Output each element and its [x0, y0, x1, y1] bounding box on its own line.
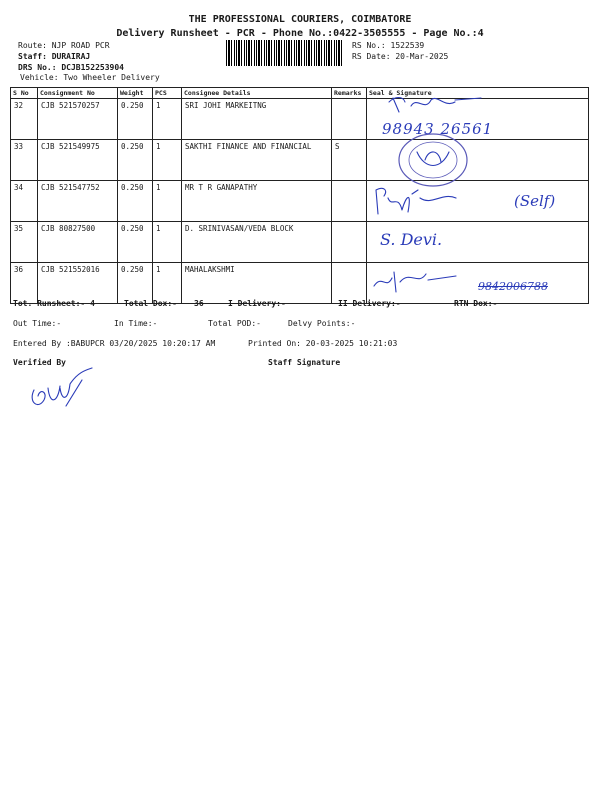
- cell-pcs: 1: [153, 263, 182, 304]
- drs-number: DRS No.: DCJB152253904: [18, 63, 124, 72]
- tot-runsheet: Tot. Runsheet:- 4: [13, 299, 95, 308]
- table-header-row: [11, 88, 589, 99]
- runsheet-table: [10, 87, 589, 304]
- cell-remarks: S: [332, 140, 367, 181]
- i-delivery: I Delivery:-: [228, 299, 286, 308]
- cell-remarks: [332, 222, 367, 263]
- table-row: [11, 99, 589, 140]
- cell-remarks: [332, 181, 367, 222]
- delvy-points: Delvy Points:-: [288, 319, 356, 328]
- runsheet-subtitle: Delivery Runsheet - PCR - Phone No.:0422-3505555 - Page No.:4: [116, 28, 484, 39]
- cell-weight: 0.250: [118, 140, 153, 181]
- route-label: Route: NJP ROAD PCR: [18, 41, 110, 50]
- verifier-signature: [26, 366, 96, 414]
- total-pod: Total POD:-: [208, 319, 261, 328]
- cell-sno: 35: [11, 222, 38, 263]
- rtn-dox: RTN Dox:-: [454, 299, 498, 308]
- cell-remarks: [332, 99, 367, 140]
- company-title: THE PROFESSIONAL COURIERS, COIMBATORE: [188, 14, 412, 25]
- col-header-consignee: Consignee Details: [182, 88, 332, 99]
- company-seal-stamp: [395, 130, 475, 190]
- entered-by: Entered By :BABUPCR 03/20/2025 10:20:17 AM: [13, 339, 216, 348]
- total-dox-label: Total Dox:-: [124, 299, 177, 308]
- barcode-image: [226, 40, 344, 66]
- signature-row-36: [370, 264, 460, 294]
- vehicle-label: Vehicle: Two Wheeler Delivery: [20, 73, 160, 82]
- handwritten-devi: S. Devi.: [380, 230, 443, 249]
- cell-consignee: SRI JOHI MARKEITNG: [182, 99, 332, 140]
- total-dox-value: 36: [194, 299, 204, 308]
- cell-sno: 33: [11, 140, 38, 181]
- out-time: Out Time:-: [13, 319, 62, 328]
- cell-remarks: [332, 263, 367, 304]
- col-header-consignment: Consignment No: [38, 88, 118, 99]
- cell-consignee: SAKTHI FINANCE AND FINANCIAL: [182, 140, 332, 181]
- in-time: In Time:-: [114, 319, 158, 328]
- cell-weight: 0.250: [118, 263, 153, 304]
- handwritten-phone: 98943 26561: [382, 120, 494, 138]
- staff-signature-label: Staff Signature: [268, 358, 341, 367]
- printed-on: Printed On: 20-03-2025 10:21:03: [248, 339, 398, 348]
- col-header-sno: S No: [11, 88, 38, 99]
- staff-label: Staff: DURAIRAJ: [18, 52, 91, 61]
- cell-consignee: MR T R GANAPATHY: [182, 181, 332, 222]
- col-header-seal-signature: Seal & Signature: [367, 88, 589, 99]
- cell-weight: 0.250: [118, 222, 153, 263]
- table-row: [11, 181, 589, 222]
- cell-weight: 0.250: [118, 99, 153, 140]
- signature-row-32: [385, 90, 495, 120]
- cell-consignment: CJB 521552016: [38, 263, 118, 304]
- cell-pcs: 1: [153, 140, 182, 181]
- cell-pcs: 1: [153, 99, 182, 140]
- cell-sno: 34: [11, 181, 38, 222]
- col-header-weight: Weight: [118, 88, 153, 99]
- ii-delivery: II Delivery:-: [338, 299, 401, 308]
- cell-consignment: CJB 521547752: [38, 181, 118, 222]
- verified-by: Verified By: [13, 358, 66, 367]
- rs-date: RS Date: 20-Mar-2025: [352, 52, 449, 61]
- cell-consignment: CJB 80827500: [38, 222, 118, 263]
- cell-consignment: CJB 521570257: [38, 99, 118, 140]
- table-row: [11, 222, 589, 263]
- handwritten-struck-number: 9842006788: [478, 280, 548, 293]
- cell-consignee: D. SRINIVASAN/VEDA BLOCK: [182, 222, 332, 263]
- rs-number: RS No.: 1522539: [352, 41, 425, 50]
- cell-pcs: 1: [153, 222, 182, 263]
- cell-sno: 36: [11, 263, 38, 304]
- cell-consignee: MAHALAKSHMI: [182, 263, 332, 304]
- cell-consignment: CJB 521549975: [38, 140, 118, 181]
- cell-pcs: 1: [153, 181, 182, 222]
- col-header-pcs: PCS: [153, 88, 182, 99]
- cell-sno: 32: [11, 99, 38, 140]
- signature-row-34: [372, 184, 472, 218]
- table-row: [11, 140, 589, 181]
- cell-weight: 0.250: [118, 181, 153, 222]
- col-header-remarks: Remarks: [332, 88, 367, 99]
- handwritten-self: (Self): [514, 192, 556, 210]
